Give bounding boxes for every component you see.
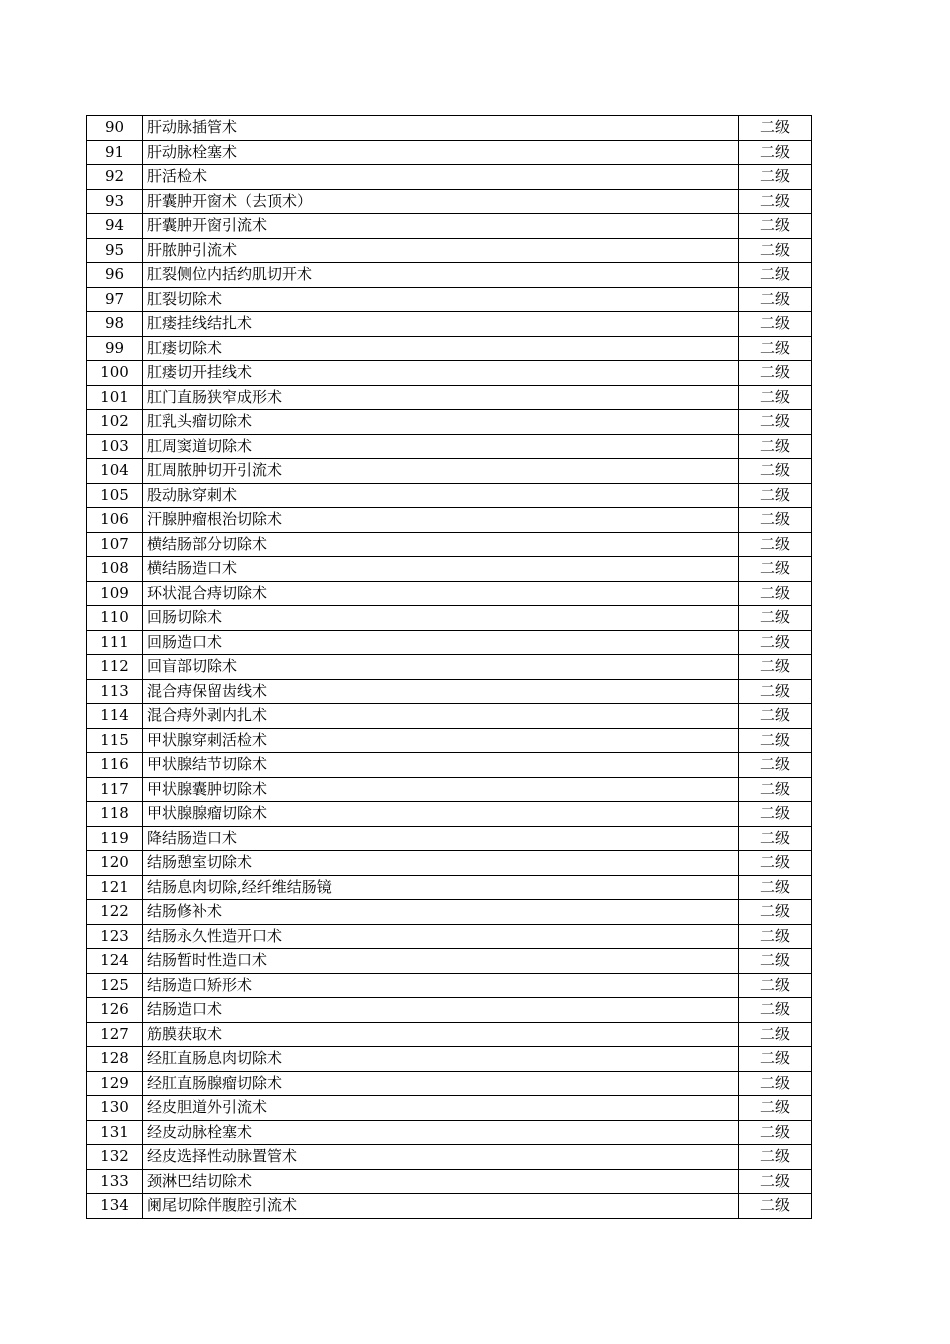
row-number-cell: 114: [87, 704, 143, 729]
procedure-level-cell: 二级: [739, 949, 812, 974]
procedure-level-cell: 二级: [739, 1047, 812, 1072]
table-row: [87, 826, 812, 851]
procedure-name-cell: 结肠憩室切除术: [143, 851, 739, 876]
procedure-name-cell: 肝囊肿开窗术（去顶术）: [143, 189, 739, 214]
row-number-cell: 92: [87, 165, 143, 190]
table-row: [87, 434, 812, 459]
procedure-level-cell: 二级: [739, 434, 812, 459]
procedure-level-cell: 二级: [739, 581, 812, 606]
procedure-level-cell: 二级: [739, 826, 812, 851]
procedure-name-cell: 肝脓肿引流术: [143, 238, 739, 263]
procedure-level-cell: 二级: [739, 116, 812, 141]
procedure-level-cell: 二级: [739, 900, 812, 925]
table-row: [87, 655, 812, 680]
procedure-level-cell: 二级: [739, 1071, 812, 1096]
procedure-name-cell: 肝动脉栓塞术: [143, 140, 739, 165]
procedure-name-cell: 回肠切除术: [143, 606, 739, 631]
procedure-level-cell: 二级: [739, 263, 812, 288]
table-row: [87, 949, 812, 974]
procedure-level-cell: 二级: [739, 1096, 812, 1121]
procedure-level-cell: 二级: [739, 1194, 812, 1219]
procedure-name-cell: 颈淋巴结切除术: [143, 1169, 739, 1194]
table-row: [87, 532, 812, 557]
table-row: [87, 924, 812, 949]
procedure-level-cell: 二级: [739, 728, 812, 753]
row-number-cell: 123: [87, 924, 143, 949]
procedure-level-cell: 二级: [739, 1022, 812, 1047]
procedure-level-cell: 二级: [739, 875, 812, 900]
table-row: [87, 361, 812, 386]
procedure-level-cell: 二级: [739, 1145, 812, 1170]
row-number-cell: 99: [87, 336, 143, 361]
row-number-cell: 101: [87, 385, 143, 410]
table-row: [87, 1169, 812, 1194]
procedure-name-cell: 结肠息肉切除,经纤维结肠镜: [143, 875, 739, 900]
procedure-name-cell: 筋膜获取术: [143, 1022, 739, 1047]
table-row: [87, 753, 812, 778]
procedure-name-cell: 肛瘘切开挂线术: [143, 361, 739, 386]
table-row: [87, 116, 812, 141]
procedure-name-cell: 经皮选择性动脉置管术: [143, 1145, 739, 1170]
row-number-cell: 124: [87, 949, 143, 974]
table-row: [87, 1096, 812, 1121]
table-row: [87, 581, 812, 606]
procedure-level-cell: 二级: [739, 655, 812, 680]
row-number-cell: 129: [87, 1071, 143, 1096]
row-number-cell: 120: [87, 851, 143, 876]
procedure-name-cell: 混合痔外剥内扎术: [143, 704, 739, 729]
table-row: [87, 483, 812, 508]
procedure-level-cell: 二级: [739, 606, 812, 631]
procedure-level-cell: 二级: [739, 777, 812, 802]
row-number-cell: 118: [87, 802, 143, 827]
row-number-cell: 90: [87, 116, 143, 141]
row-number-cell: 94: [87, 214, 143, 239]
procedure-level-cell: 二级: [739, 483, 812, 508]
procedure-level-cell: 二级: [739, 238, 812, 263]
procedure-name-cell: 回盲部切除术: [143, 655, 739, 680]
procedure-name-cell: 横结肠部分切除术: [143, 532, 739, 557]
procedure-name-cell: 肛裂侧位内括约肌切开术: [143, 263, 739, 288]
row-number-cell: 106: [87, 508, 143, 533]
procedure-level-cell: 二级: [739, 557, 812, 582]
procedure-level-cell: 二级: [739, 410, 812, 435]
table-row: [87, 1047, 812, 1072]
procedure-name-cell: 阑尾切除伴腹腔引流术: [143, 1194, 739, 1219]
procedure-name-cell: 经皮动脉栓塞术: [143, 1120, 739, 1145]
row-number-cell: 105: [87, 483, 143, 508]
table-row: [87, 777, 812, 802]
row-number-cell: 96: [87, 263, 143, 288]
procedure-name-cell: 肛乳头瘤切除术: [143, 410, 739, 435]
procedure-name-cell: 经皮胆道外引流术: [143, 1096, 739, 1121]
procedure-level-cell: 二级: [739, 630, 812, 655]
table-row: [87, 851, 812, 876]
row-number-cell: 107: [87, 532, 143, 557]
procedure-name-cell: 混合痔保留齿线术: [143, 679, 739, 704]
row-number-cell: 128: [87, 1047, 143, 1072]
row-number-cell: 132: [87, 1145, 143, 1170]
procedure-level-cell: 二级: [739, 924, 812, 949]
procedure-name-cell: 肛周脓肿切开引流术: [143, 459, 739, 484]
table-row: [87, 728, 812, 753]
table-row: [87, 973, 812, 998]
procedure-name-cell: 甲状腺结节切除术: [143, 753, 739, 778]
table-row: [87, 165, 812, 190]
row-number-cell: 111: [87, 630, 143, 655]
procedure-level-cell: 二级: [739, 214, 812, 239]
table-row: [87, 189, 812, 214]
procedure-level-cell: 二级: [739, 851, 812, 876]
row-number-cell: 131: [87, 1120, 143, 1145]
procedure-name-cell: 肛瘘挂线结扎术: [143, 312, 739, 337]
row-number-cell: 104: [87, 459, 143, 484]
row-number-cell: 103: [87, 434, 143, 459]
procedure-name-cell: 经肛直肠腺瘤切除术: [143, 1071, 739, 1096]
table-row: [87, 630, 812, 655]
procedure-name-cell: 甲状腺囊肿切除术: [143, 777, 739, 802]
procedure-name-cell: 经肛直肠息肉切除术: [143, 1047, 739, 1072]
row-number-cell: 95: [87, 238, 143, 263]
table-row: [87, 410, 812, 435]
procedure-level-cell: 二级: [739, 312, 812, 337]
procedure-name-cell: 结肠永久性造开口术: [143, 924, 739, 949]
table-row: [87, 459, 812, 484]
row-number-cell: 126: [87, 998, 143, 1023]
procedure-level-cell: 二级: [739, 336, 812, 361]
table-row: [87, 704, 812, 729]
procedure-level-cell: 二级: [739, 287, 812, 312]
procedure-level-cell: 二级: [739, 802, 812, 827]
procedure-level-cell: 二级: [739, 679, 812, 704]
table-row: [87, 998, 812, 1023]
table-row: [87, 679, 812, 704]
procedure-table-body: [87, 116, 812, 1219]
row-number-cell: 112: [87, 655, 143, 680]
row-number-cell: 122: [87, 900, 143, 925]
procedure-name-cell: 结肠修补术: [143, 900, 739, 925]
procedure-name-cell: 甲状腺穿刺活检术: [143, 728, 739, 753]
table-row: [87, 1071, 812, 1096]
row-number-cell: 119: [87, 826, 143, 851]
table-row: [87, 263, 812, 288]
row-number-cell: 117: [87, 777, 143, 802]
table-row: [87, 214, 812, 239]
row-number-cell: 116: [87, 753, 143, 778]
table-row: [87, 1194, 812, 1219]
row-number-cell: 110: [87, 606, 143, 631]
procedure-name-cell: 股动脉穿刺术: [143, 483, 739, 508]
procedure-level-cell: 二级: [739, 459, 812, 484]
procedure-level-cell: 二级: [739, 1120, 812, 1145]
row-number-cell: 108: [87, 557, 143, 582]
table-row: [87, 1120, 812, 1145]
procedure-name-cell: 结肠暂时性造口术: [143, 949, 739, 974]
table-row: [87, 385, 812, 410]
row-number-cell: 134: [87, 1194, 143, 1219]
procedure-level-cell: 二级: [739, 385, 812, 410]
table-row: [87, 140, 812, 165]
procedure-name-cell: 降结肠造口术: [143, 826, 739, 851]
procedure-name-cell: 肛周窦道切除术: [143, 434, 739, 459]
procedure-name-cell: 环状混合痔切除术: [143, 581, 739, 606]
procedure-level-cell: 二级: [739, 704, 812, 729]
procedure-table: [86, 115, 812, 1219]
row-number-cell: 125: [87, 973, 143, 998]
table-row: [87, 508, 812, 533]
row-number-cell: 115: [87, 728, 143, 753]
row-number-cell: 109: [87, 581, 143, 606]
procedure-level-cell: 二级: [739, 165, 812, 190]
procedure-level-cell: 二级: [739, 998, 812, 1023]
procedure-level-cell: 二级: [739, 361, 812, 386]
row-number-cell: 97: [87, 287, 143, 312]
procedure-level-cell: 二级: [739, 1169, 812, 1194]
row-number-cell: 91: [87, 140, 143, 165]
procedure-name-cell: 肛裂切除术: [143, 287, 739, 312]
table-row: [87, 802, 812, 827]
table-row: [87, 606, 812, 631]
row-number-cell: 98: [87, 312, 143, 337]
table-row: [87, 238, 812, 263]
procedure-name-cell: 肝动脉插管术: [143, 116, 739, 141]
procedure-name-cell: 汗腺肿瘤根治切除术: [143, 508, 739, 533]
table-row: [87, 1145, 812, 1170]
procedure-level-cell: 二级: [739, 532, 812, 557]
procedure-name-cell: 横结肠造口术: [143, 557, 739, 582]
table-row: [87, 1022, 812, 1047]
procedure-name-cell: 回肠造口术: [143, 630, 739, 655]
procedure-name-cell: 结肠造口矫形术: [143, 973, 739, 998]
procedure-level-cell: 二级: [739, 189, 812, 214]
table-row: [87, 336, 812, 361]
row-number-cell: 121: [87, 875, 143, 900]
procedure-name-cell: 肝活检术: [143, 165, 739, 190]
procedure-name-cell: 肛瘘切除术: [143, 336, 739, 361]
row-number-cell: 127: [87, 1022, 143, 1047]
row-number-cell: 113: [87, 679, 143, 704]
procedure-level-cell: 二级: [739, 753, 812, 778]
table-row: [87, 312, 812, 337]
procedure-level-cell: 二级: [739, 973, 812, 998]
row-number-cell: 93: [87, 189, 143, 214]
row-number-cell: 130: [87, 1096, 143, 1121]
procedure-level-cell: 二级: [739, 140, 812, 165]
table-row: [87, 900, 812, 925]
procedure-level-cell: 二级: [739, 508, 812, 533]
procedure-name-cell: 甲状腺腺瘤切除术: [143, 802, 739, 827]
procedure-name-cell: 肛门直肠狭窄成形术: [143, 385, 739, 410]
table-row: [87, 557, 812, 582]
table-row: [87, 287, 812, 312]
row-number-cell: 102: [87, 410, 143, 435]
table-row: [87, 875, 812, 900]
procedure-name-cell: 结肠造口术: [143, 998, 739, 1023]
row-number-cell: 133: [87, 1169, 143, 1194]
procedure-name-cell: 肝囊肿开窗引流术: [143, 214, 739, 239]
row-number-cell: 100: [87, 361, 143, 386]
